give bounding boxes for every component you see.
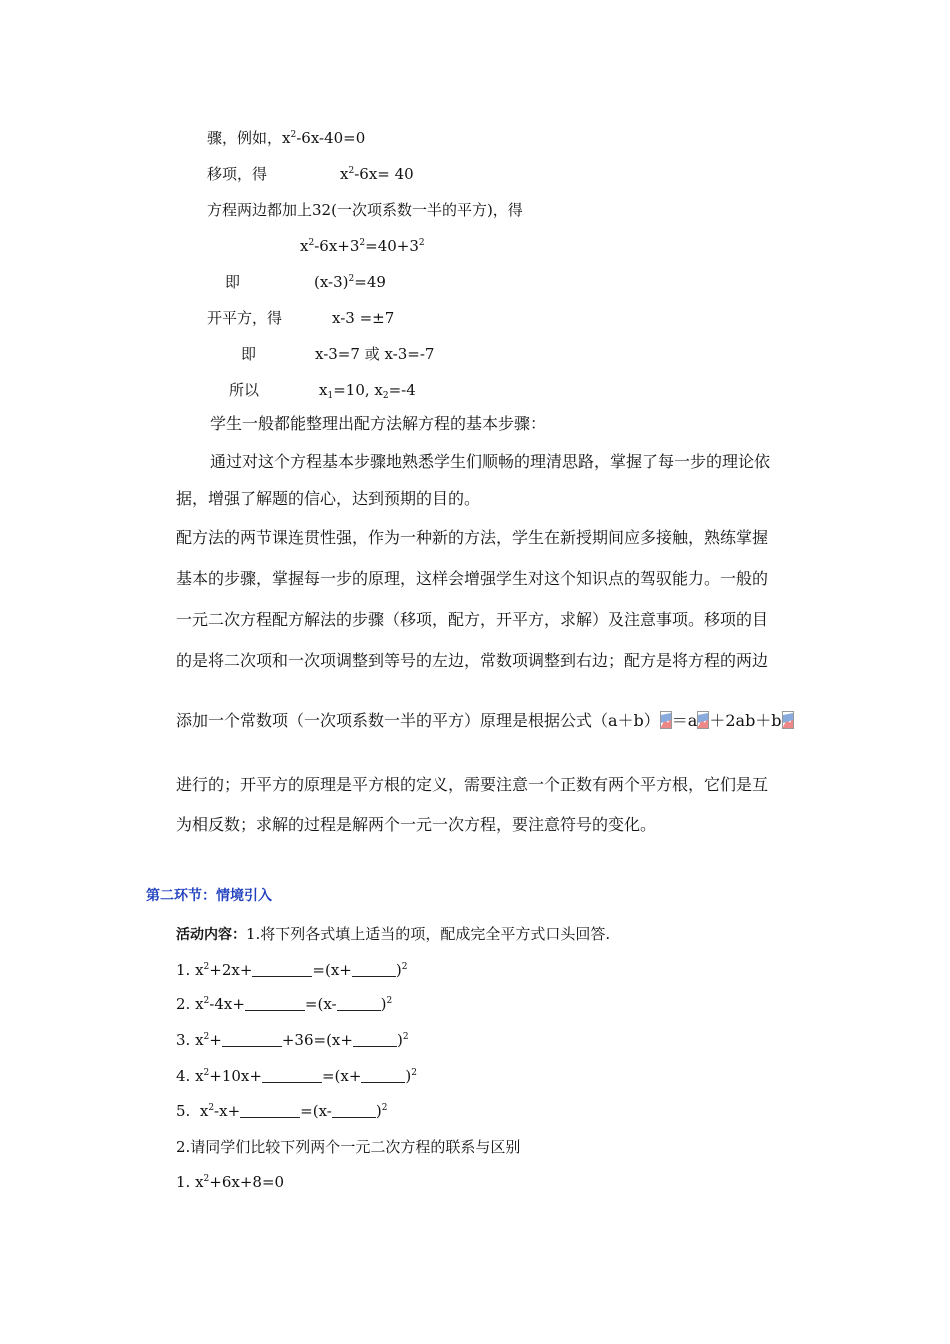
add-square-equation: $x^2-6x+3^2=40+3^2$: [300, 237, 425, 255]
paragraph-3-line-2: 基本的步骤，掌握每一步的原理，这样会增强学生对这个知识点的驾驭能力。一般的: [176, 569, 769, 588]
answer-blank[interactable]: [353, 1032, 397, 1047]
question-1: 1. $x^2+2x+ =(x+ )^2$: [176, 961, 408, 979]
broken-image-icon: [782, 711, 794, 729]
example-equation: $x^2-6x-40=0$: [282, 129, 366, 147]
move-line: [207, 164, 267, 184]
paragraph-2-line-2: 据，增强了解题的信心，达到预期的目的。: [176, 489, 481, 508]
example-line: [207, 128, 365, 148]
answer-blank[interactable]: [262, 1068, 322, 1083]
broken-image-icon: [697, 711, 709, 729]
ji1-equation: $(x-3)^2=49$: [314, 273, 386, 291]
broken-image-icon: [660, 711, 672, 729]
question-4: 4. $x^2+10x+ =(x+ )^2$: [176, 1067, 418, 1085]
paragraph-3-line-3: 一元二次方程配方解法的步骤（移项，配方，开平方，求解）及注意事项。移项的目: [176, 610, 769, 629]
answer-blank[interactable]: [332, 1103, 376, 1118]
paragraph-3-line-6: 进行的；开平方的原理是平方根的定义，需要注意一个正数有两个平方根，它们是互: [176, 775, 769, 794]
section-2-heading: 第二环节：情境引入: [146, 888, 272, 904]
answer-blank[interactable]: [252, 962, 312, 977]
paragraph-3-line-4: 的是将二次项和一次项调整到等号的左边，常数项调整到右边；配方是将方程的两边: [176, 651, 769, 670]
question-5: 5. $x^2-x+ =(x-$ )$^2$: [176, 1102, 388, 1120]
question-2: 2. $x^2-4x+ =(x-$ )$^2$: [176, 995, 393, 1013]
sqrt-label: 开平方，得: [207, 309, 283, 327]
paragraph-2-line-1: 通过对这个方程基本步骤地熟悉学生们顺畅的理清思路，掌握了每一步的理论依: [210, 452, 771, 471]
answer-blank[interactable]: [337, 996, 381, 1011]
answer-blank[interactable]: [361, 1068, 405, 1083]
sqrt-equation: x-3 =±7: [332, 309, 395, 327]
activity-text: 1.将下列各式填上适当的项，配成完全平方式口头回答.: [246, 925, 611, 943]
activity-label: 活动内容：: [176, 927, 246, 943]
example-label: 骤，例如，: [207, 129, 283, 147]
move-equation: $x^2-6x= 40$: [340, 165, 414, 183]
ji2-label: 即: [241, 345, 257, 363]
so-label: 所以: [229, 381, 260, 399]
equation-1: 1. $x^2+6x+8=0$: [176, 1173, 285, 1191]
ji1-label: 即: [225, 273, 241, 291]
paragraph-3-line-5: 添加一个常数项（一次项系数一半的平方）原理是根据公式（a＋b） ＝a ＋2ab＋b: [176, 711, 794, 731]
compare-prompt: 2.请同学们比较下列两个一元二次方程的联系与区别: [176, 1138, 521, 1156]
paragraph-3-line-7: 为相反数；求解的过程是解两个一元一次方程，要注意符号的变化。: [176, 815, 657, 834]
answer-blank[interactable]: [222, 1032, 282, 1047]
answer-blank[interactable]: [245, 996, 305, 1011]
answer-blank[interactable]: [352, 962, 396, 977]
answer-blank[interactable]: [240, 1103, 300, 1118]
activity-line: [176, 924, 610, 945]
paragraph-steps: 学生一般都能整理出配方法解方程的基本步骤：: [210, 414, 547, 433]
ji2-equation: x-3=7 或 x-3=-7: [315, 345, 435, 363]
move-label: 移项，得: [207, 165, 268, 183]
add-square-line: 方程两边都加上32(一次项系数一半的平方)，得: [207, 201, 523, 219]
so-equation: $x_1=10$, $x_2=-4$: [319, 381, 416, 401]
paragraph-3-line-1: 配方法的两节课连贯性强，作为一种新的方法，学生在新授期间应多接触，熟练掌握: [176, 528, 769, 547]
question-3: 3. $x^2+ +36=(x+ )^2$: [176, 1031, 409, 1049]
